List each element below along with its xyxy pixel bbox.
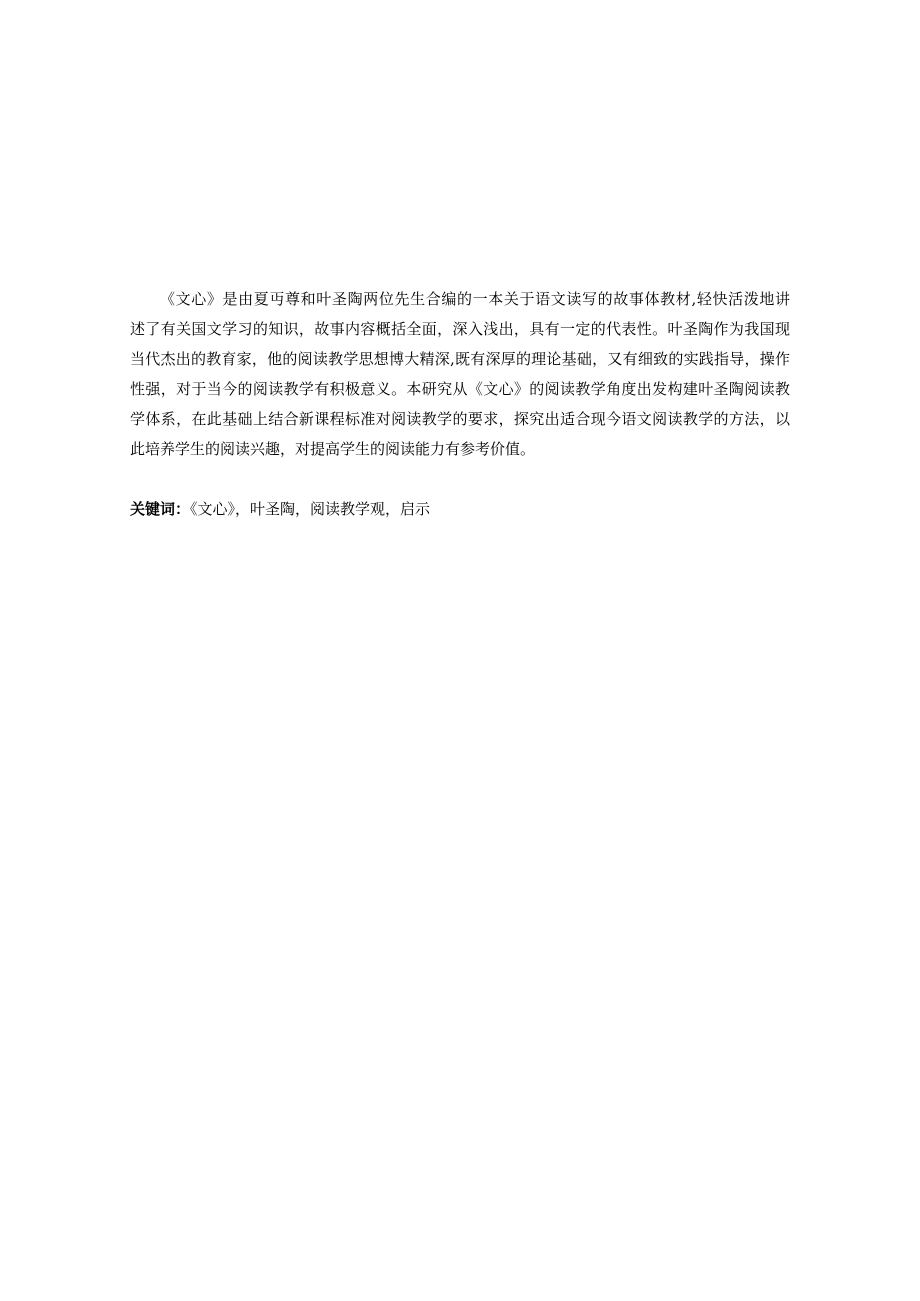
keywords-label: 关键词： — [130, 500, 191, 518]
abstract-line-5: 学体系，在此基础上结合新课程标准对阅读教学的要求，探究出适合现今语文阅读教学的方法，以 — [130, 410, 790, 428]
keywords-line — [130, 494, 790, 524]
keywords-text: 《文心》，叶圣陶，阅读教学观，启示 — [190, 500, 431, 518]
abstract-line-1: 《文心》是由夏丏尊和叶圣陶两位先生合编的一本关于语文读写的故事体教材,轻快活泼地讲 — [160, 290, 790, 308]
abstract-paragraph — [130, 284, 790, 464]
abstract-line-3: 当代杰出的教育家，他的阅读教学思想博大精深,既有深厚的理论基础，又有细致的实践指导，操作 — [130, 350, 790, 368]
abstract-line-4: 性强，对于当今的阅读教学有积极意义。本研究从《文心》的阅读教学角度出发构建叶圣陶阅读教 — [130, 380, 790, 398]
abstract-line-2: 述了有关国文学习的知识，故事内容概括全面，深入浅出，具有一定的代表性。叶圣陶作为我国现 — [130, 320, 790, 338]
abstract-section — [130, 284, 790, 524]
abstract-line-6: 此培养学生的阅读兴趣，对提高学生的阅读能力有参考价值。 — [130, 440, 536, 458]
